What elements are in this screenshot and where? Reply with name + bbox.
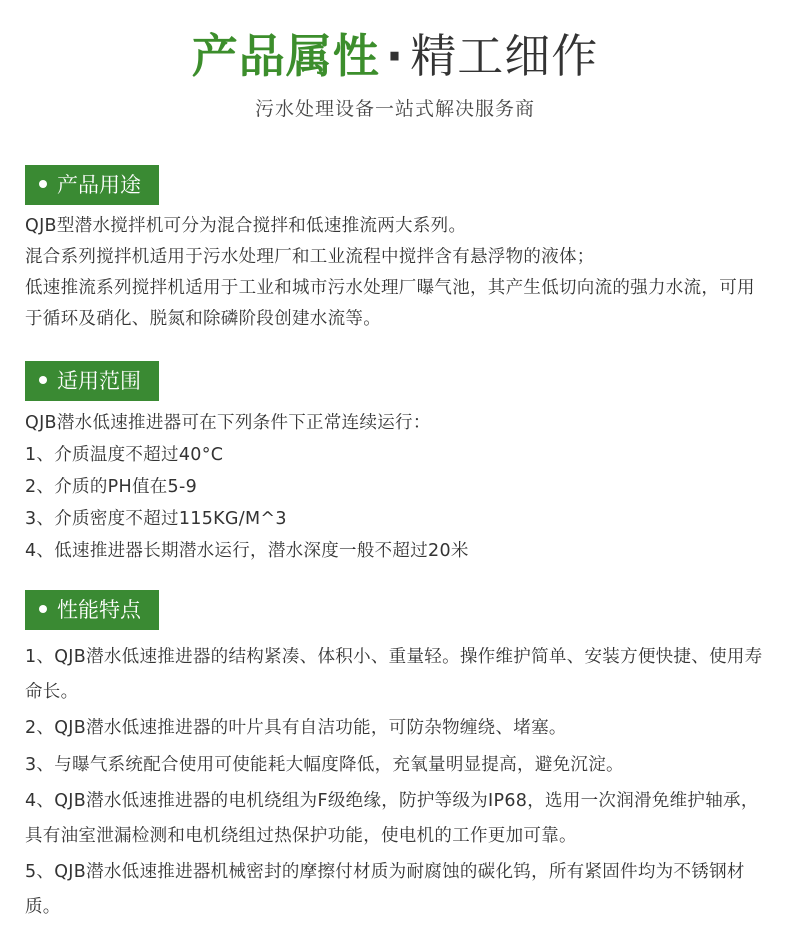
- bullet-dot-icon: [39, 376, 47, 384]
- paragraph: QJB潜水低速推进器可在下列条件下正常连续运行：: [25, 413, 431, 433]
- bullet-dot-icon: [39, 605, 47, 613]
- page-subtitle: 污水处理设备一站式解决服务商: [254, 98, 535, 120]
- section-heading-label: 适用范围: [57, 369, 141, 393]
- section-heading-badge: [25, 361, 159, 401]
- section-heading-badge: [25, 165, 159, 205]
- title-product-attributes: 产品属性: [191, 29, 380, 83]
- bullet-dot-icon: [39, 180, 47, 188]
- list-item: 1、QJB潜水低速推进器的结构紧凑、体积小、重量轻。操作维护简单、安装方便快捷、使用寿命长。: [25, 647, 763, 702]
- list-item: 5、QJB潜水低速推进器机械密封的摩擦付材质为耐腐蚀的碳化钨，所有紧固件均为不锈钢材质。: [25, 862, 745, 917]
- page-title: [0, 26, 790, 86]
- paragraph: QJB型潜水搅拌机可分为混合搅拌和低速推流两大系列。: [25, 216, 467, 236]
- list-item: 2、QJB潜水低速推进器的叶片具有自洁功能，可防杂物缠绕、堵塞。: [25, 718, 567, 738]
- title-fine-craftsmanship: 精工细作: [410, 29, 599, 83]
- list-item: 3、介质密度不超过115KG/M^3: [25, 509, 287, 529]
- section-heading-badge: [25, 590, 159, 630]
- section-body: [25, 407, 770, 567]
- list-item: 1、介质温度不超过40°C: [25, 445, 224, 465]
- paragraph: 低速推流系列搅拌机适用于工业和城市污水处理厂曝气池，其产生低切向流的强力水流，可用于循环及硝化、脱氮和除磷阶段创建水流等。: [25, 278, 755, 329]
- list-item: 4、低速推进器长期潜水运行，潜水深度一般不超过20米: [25, 541, 469, 561]
- list-item: 4、QJB潜水低速推进器的电机绕组为F级绝缘，防护等级为IP68，选用一次润滑免维护轴承，具有油室泄漏检测和电机绕组过热保护功能，使电机的工作更加可靠。: [25, 791, 759, 846]
- section-applicable-scope: [25, 361, 770, 567]
- list-item: 2、介质的PH值在5-9: [25, 477, 198, 497]
- section-body: [25, 211, 770, 335]
- section-product-usage: [25, 165, 770, 335]
- page-header: [0, 26, 790, 122]
- section-performance-features: [25, 590, 770, 926]
- section-heading-label: 产品用途: [57, 173, 141, 197]
- title-separator-dot: ·: [385, 29, 405, 83]
- section-body: [25, 640, 770, 924]
- paragraph: 混合系列搅拌机适用于污水处理厂和工业流程中搅拌含有悬浮物的液体；: [25, 247, 595, 267]
- section-heading-label: 性能特点: [57, 598, 141, 622]
- list-item: 3、与曝气系统配合使用可使能耗大幅度降低，充氧量明显提高，避免沉淀。: [25, 754, 624, 775]
